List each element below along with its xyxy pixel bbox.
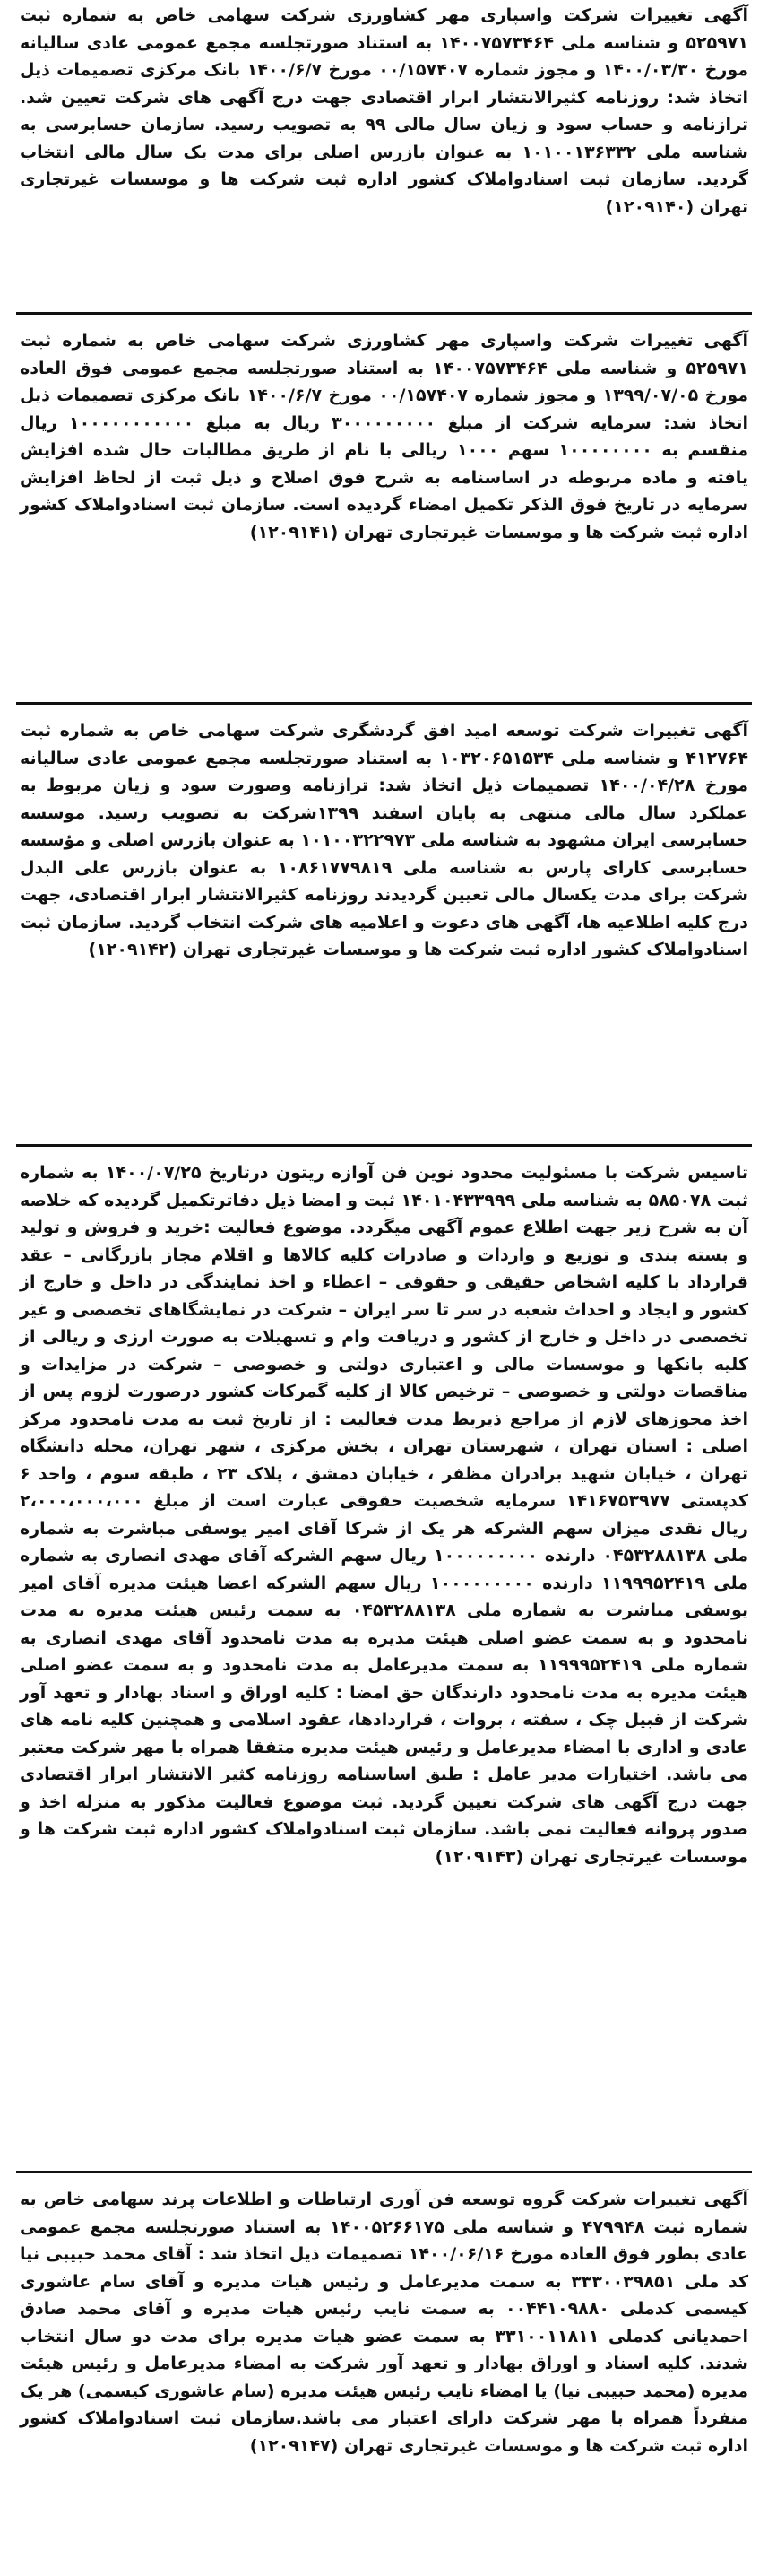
notice-3 [16,717,752,1128]
notice-4 [16,1159,752,2155]
notice-3-text: آگهی تغییرات شرکت توسعه امید افق گردشگری شرکت سهامی خاص به شماره ثبت ۴۱۲۷۶۴ و شناسه ملی ۱۰۳۲۰۶۵۱۵۳۴ به استناد صورتجلسه مجمع عمومی عادی سالیانه مورخ ۱۴۰۰/۰۴/۲۸ تصمیمات ذیل اتخاذ شد: ترازنامه وصورت سود و زیان مربوط به عملکرد سال مالی منتهی به پایان اسفند ۱۳۹۹شرکت به تصویب رسید. موسسه حسابرسی ایران مشهود به شناسه ملی ۱۰۱۰۰۳۲۲۹۷۳ به عنوان بازرس اصلی و مؤسسه حسابرسی کارای پارس به شناسه ملی ۱۰۸۶۱۷۷۹۸۱۹ به عنوان بازرس علی البدل شرکت برای مدت یکسال مالی تعیین گردیدند روزنامه کثیرالانتشار ابرار اقتصادی، جهت درج کلیه اطلاعیه ها، آگهی های دعوت و اعلامیه های شرکت انتخاب گردید. سازمان ثبت اسنادواملاک کشور اداره ثبت شرکت ها و موسسات غیرتجاری تهران (۱۲۰۹۱۴۲) [20,721,748,959]
divider [16,2171,752,2173]
notice-5-text: آگهی تغییرات شرکت گروه توسعه فن آوری ارتباطات و اطلاعات پرند سهامی خاص به شماره ثبت ۴۷۹۹۴۸ و شناسه ملی ۱۴۰۰۵۲۶۶۱۷۵ به استناد صورتجلسه مجمع عمومی عادی بطور فوق العاده مورخ ۱۴۰۰/۰۶/۱۶ تصمیمات ذیل اتخاذ شد : آقای محمد حبیبی نیا کد ملی ۳۳۳۰۰۳۹۸۵۱ به سمت مدیرعامل و رئیس هیات مدیره و آقای سام عاشوری کیسمی کدملی ۰۰۴۴۱۰۹۸۸۰ به سمت نایب رئیس هیات مدیره و آقای محمد صادق احمدیانی کدملی ۳۳۱۰۰۱۱۸۱۱ به سمت عضو هیات مدیره برای مدت دو سال انتخاب شدند. کلیه اسناد و اوراق بهادار و تعهد آور شرکت به امضاء مدیرعامل و رئیس هیئت مدیره (محمد حبیبی نیا) یا امضاء نایب رئیس هیئت مدیره (سام عاشوری کیسمی) هر یک منفرداً همراه با مهر شرکت دارای اعتبار می باشد.سازمان ثبت اسنادواملاک کشور اداره ثبت شرکت ها و موسسات غیرتجاری تهران (۱۲۰۹۱۴۷) [20,2190,748,2456]
divider [16,702,752,705]
notice-2-text: آگهی تغییرات شرکت واسپاری مهر کشاورزی شرکت سهامی خاص به شماره ثبت ۵۲۵۹۷۱ و شناسه ملی ۱۴۰۰۷۵۷۳۴۶۴ به استناد صورتجلسه مجمع عمومی فوق العاده مورخ ۱۳۹۹/۰۷/۰۵ و مجوز شماره ۰۰/۱۵۷۴۰۷ مورخ ۱۴۰۰/۶/۷ بانک مرکزی تصمیمات ذیل اتخاذ شد: سرمایه شرکت از مبلغ ۳۰۰۰۰۰۰۰۰۰ ریال به مبلغ ۱۰۰۰۰۰۰۰۰۰۰۰ ریال منقسم به ۱۰۰۰۰۰۰۰۰ سهم ۱۰۰۰ ریالی با نام از طریق مطالبات حال شده افزایش یافته و ماده مربوطه در اساسنامه به شرح فوق اصلاح و ذیل ثبت از لحاظ افزایش سرمایه در تاریخ فوق الذکر تکمیل امضاء گردیده است. سازمان ثبت اسنادواملاک کشور اداره ثبت شرکت ها و موسسات غیرتجاری تهران (۱۲۰۹۱۴۱) [20,331,749,542]
notice-1 [16,0,752,296]
divider [16,1144,752,1147]
notice-1-text: آگهی تغییرات شرکت واسپاری مهر کشاورزی شرکت سهامی خاص به شماره ثبت ۵۲۵۹۷۱ و شناسه ملی ۱۴۰۰۷۵۷۳۴۶۴ به استناد صورتجلسه مجمع عمومی عادی سالیانه مورخ ۱۴۰۰/۰۳/۳۰ و مجوز شماره ۰۰/۱۵۷۴۰۷ مورخ ۱۴۰۰/۶/۷ بانک مرکزی تصمیمات ذیل اتخاذ شد: روزنامه کثیرالانتشار ابرار اقتصادی جهت درج آگهی های شرکت تعیین شد. ترازنامه و حساب سود و زیان سال مالی ۹۹ به تصویب رسید. سازمان حسابرسی به شناسه ملی ۱۰۱۰۰۱۳۶۳۳۲ به عنوان بازرس اصلی برای مدت یک سال مالی انتخاب گردید. سازمان ثبت اسنادواملاک کشور اداره ثبت شرکت ها و موسسات غیرتجاری تهران (۱۲۰۹۱۴۰) [20,5,748,217]
notice-2 [16,327,752,686]
notice-4-text: تاسیس شرکت با مسئولیت محدود نوین فن آوازه ریتون درتاریخ ۱۴۰۰/۰۷/۲۵ به شماره ثبت ۵۸۵۰۷۸ به شناسه ملی ۱۴۰۱۰۴۳۳۹۹۹ ثبت و امضا ذیل دفاترتکمیل گردیده که خلاصه آن به شرح زیر جهت اطلاع عموم آگهی میگردد. موضوع فعالیت :خرید و فروش و تولید و بسته بندی و توزیع و واردات و صادرات کلیه کالاها و اقلام مجاز بازرگانی – عقد قرارداد با کلیه اشخاص حقیقی و حقوقی – اعطاء و اخذ نمایندگی در داخل و خارج از کشور و ایجاد و احداث شعبه در سر تا سر ایران – شرکت در نمایشگاهای تخصصی و غیر تخصصی در داخل و خارج از کشور و دریافت وام و تسهیلات به صورت ارزی و ریالی از کلیه بانکها و موسسات مالی و اعتباری دولتی و خصوصی – شرکت در مزایدات و مناقصات دولتی و خصوصی – ترخیص کالا از کلیه گمرکات کشور درصورت لزوم پس از اخذ مجوزهای لازم از مراجع ذیربط مدت فعالیت : از تاریخ ثبت به مدت نامحدود مرکز اصلی : استان تهران ، شهرستان تهران ، بخش مرکزی ، شهر تهران، محله دانشگاه تهران ، خیابان شهید برادران مظفر ، خیابان دمشق ، پلاک ۲۳ ، طبقه سوم ، واحد ۶ کدپستی ۱۴۱۶۷۵۳۹۷۷ سرمایه شخصیت حقوقی عبارت است از مبلغ ۲،۰۰۰،۰۰۰،۰۰۰ ریال نقدی میزان سهم الشرکه هر یک از شرکا آقای امیر یوسفی مباشرت به شماره ملی ۰۴۵۳۲۸۸۱۳۸ دارنده ۱۰۰۰۰۰۰۰۰۰ ریال سهم الشرکه آقای مهدی انصاری به شماره ملی ۱۱۹۹۹۵۲۴۱۹ دارنده ۱۰۰۰۰۰۰۰۰۰ ریال سهم الشرکه اعضا هیئت مدیره آقای امیر یوسفی مباشرت به شماره ملی ۰۴۵۳۲۸۸۱۳۸ به سمت رئیس هیئت مدیره به مدت نامحدود و به سمت عضو اصلی هیئت مدیره به مدت نامحدود آقای مهدی انصاری به شماره ملی ۱۱۹۹۹۵۲۴۱۹ به سمت مدیرعامل به مدت نامحدود و به سمت عضو اصلی هیئت مدیره به مدت نامحدود دارندگان حق امضا : کلیه اوراق و اسناد بهادار و تعهد آور شرکت از قبیل چک ، سفته ، بروات ، قراردادها، عقود اسلامی و همچنین کلیه نامه های عادی و اداری با امضاء مدیرعامل و رئیس هیئت مدیره متفقا همراه با مهر شرکت معتبر می باشد. اختیارات مدیر عامل : طبق اساسنامه روزنامه کثیر الانتشار ابرار اقتصادی جهت درج آگهی های شرکت تعیین گردید. ثبت موضوع فعالیت مذکور به منزله اخذ و صدور پروانه فعالیت نمی باشد. سازمان ثبت اسنادواملاک کشور اداره ثبت شرکت ها و موسسات غیرتجاری تهران (۱۲۰۹۱۴۳) [20,1163,749,1867]
divider [16,312,752,315]
notice-5 [16,2186,752,2570]
